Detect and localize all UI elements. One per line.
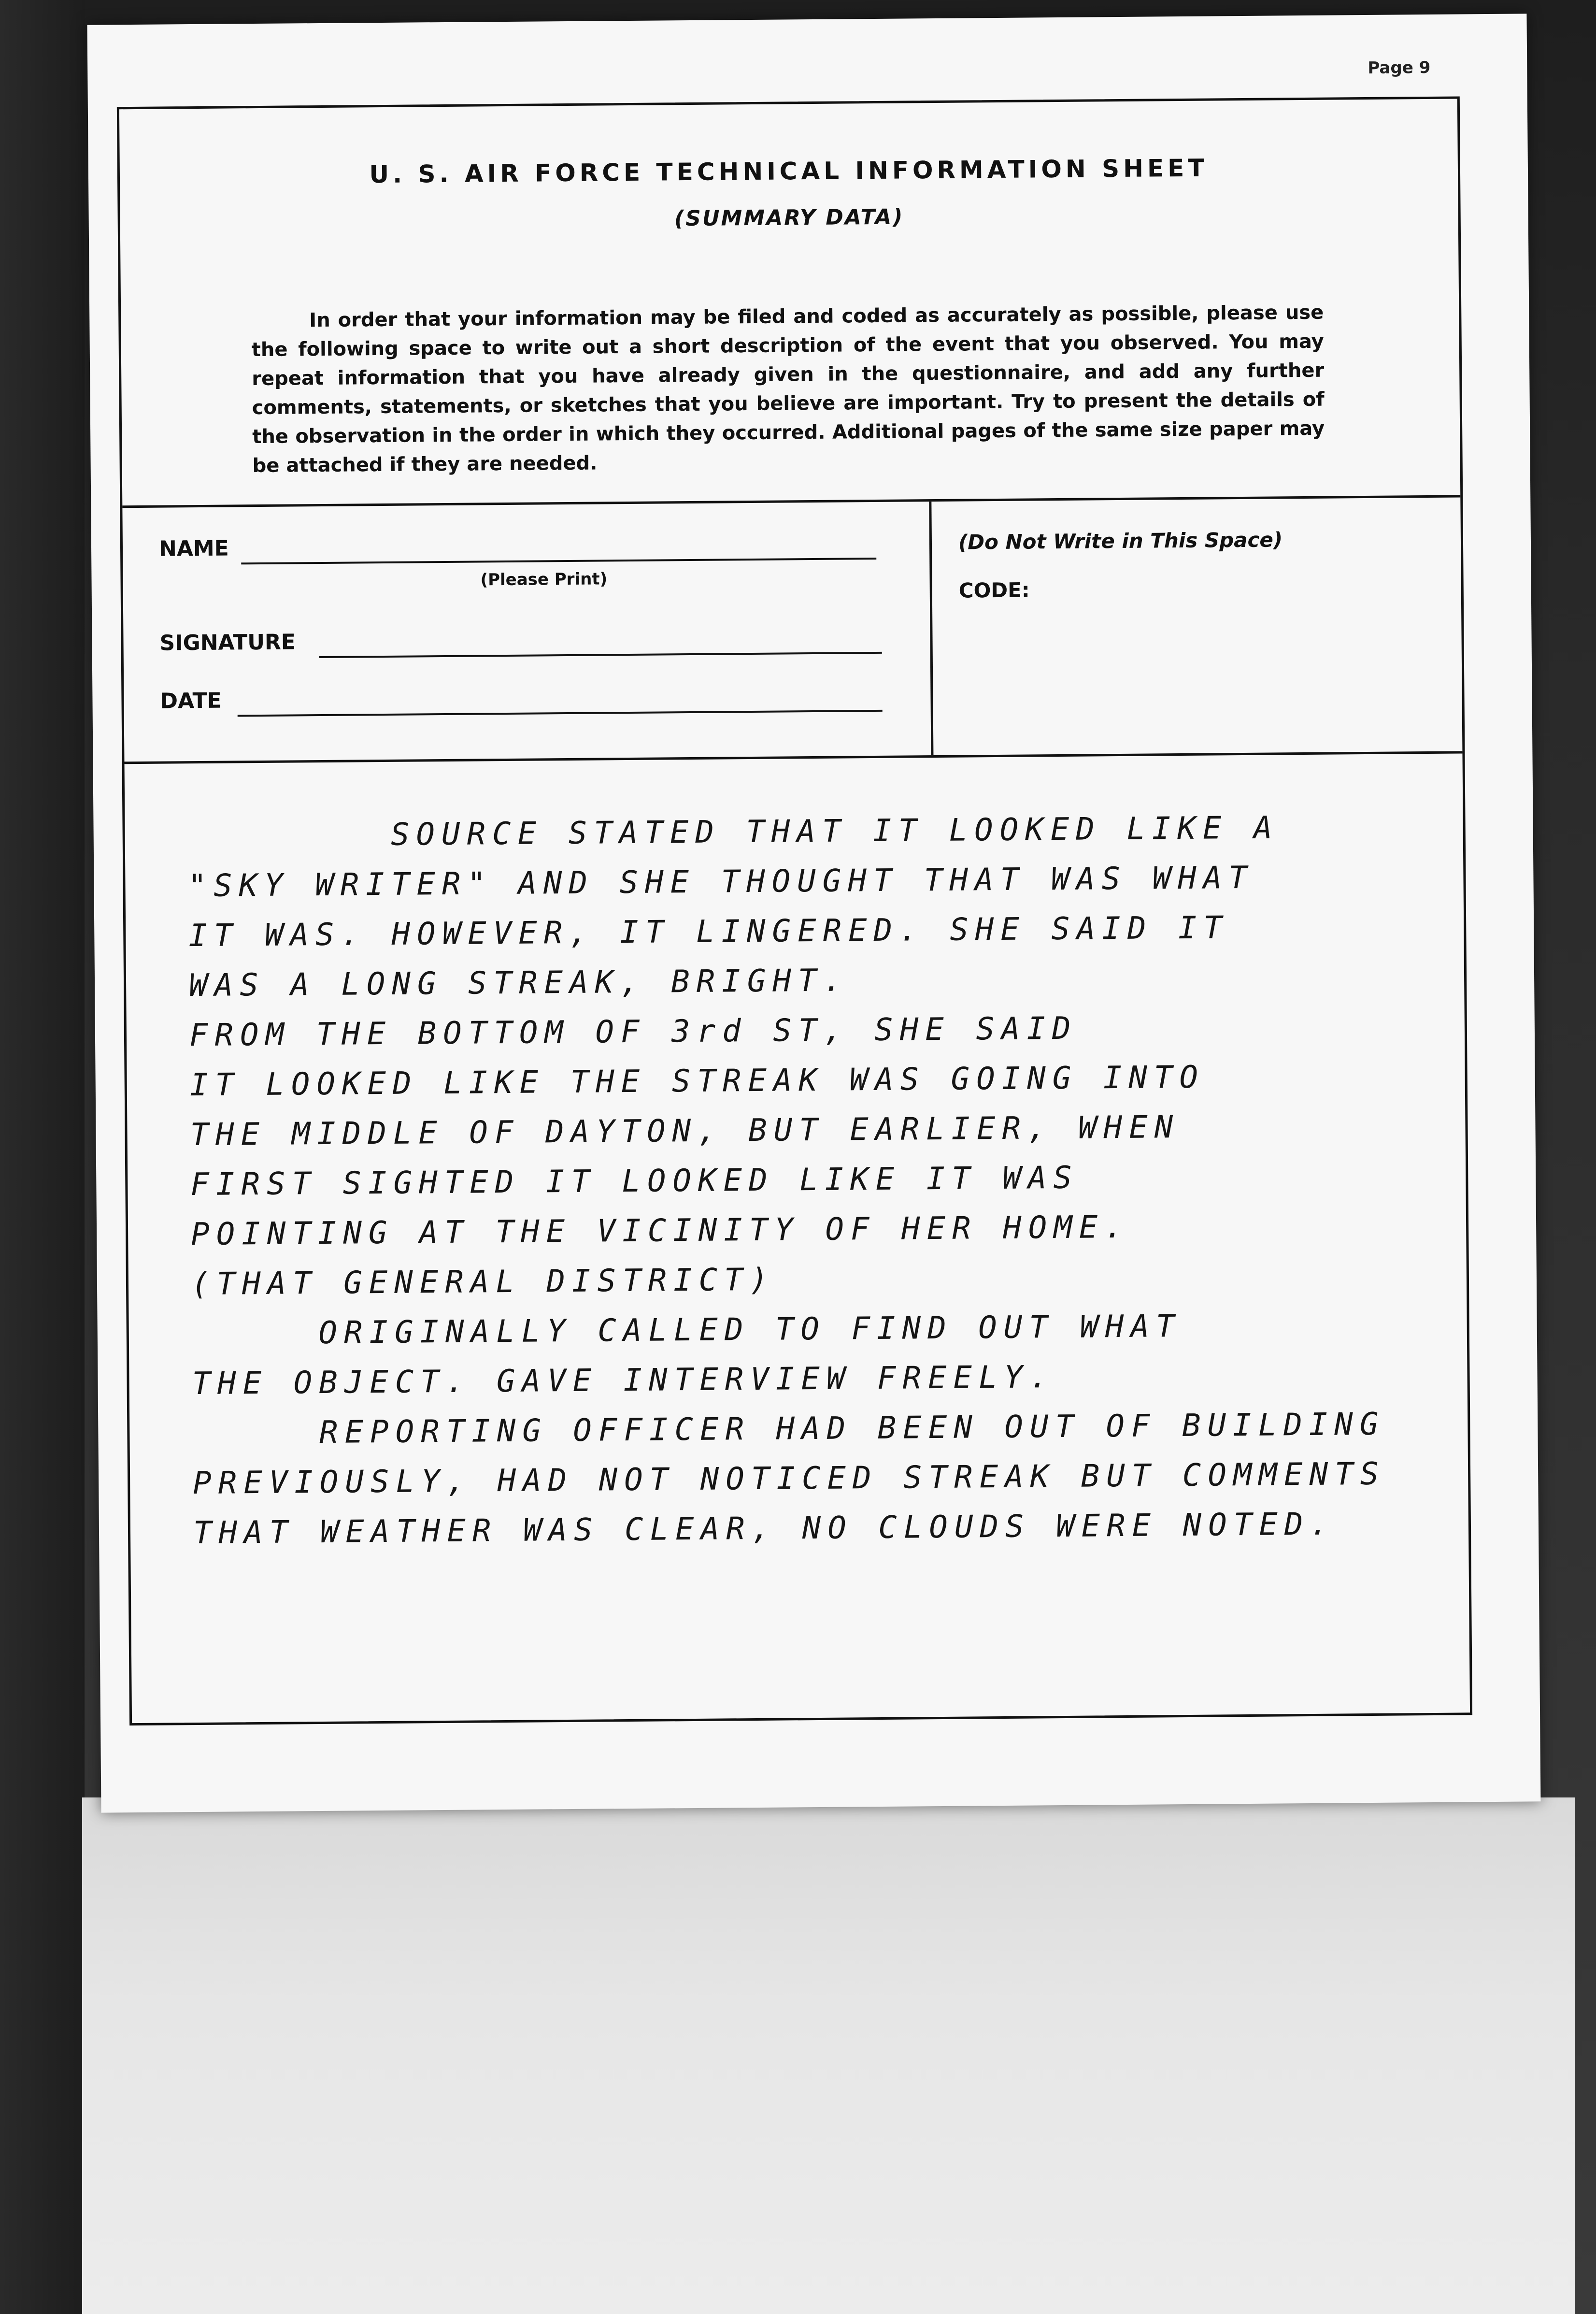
narrative-line: THE OBJECT. GAVE INTERVIEW FREELY. xyxy=(192,1359,1055,1402)
name-input-line[interactable] xyxy=(241,558,876,564)
page-number: Page 9 xyxy=(1368,57,1431,78)
form-title: U. S. AIR FORCE TECHNICAL INFORMATION SHEET xyxy=(369,154,1209,189)
technical-information-sheet xyxy=(117,96,1472,1725)
signature-label: SIGNATURE xyxy=(159,630,296,656)
handwritten-narrative xyxy=(187,802,1439,1558)
form-header-section xyxy=(119,99,1460,508)
signature-input-line[interactable] xyxy=(319,652,882,658)
document-page xyxy=(87,14,1541,1812)
name-label: NAME xyxy=(158,536,229,561)
form-instructions: In order that your information may be filed and coded as accurately as possible, please use the following space to write out a short description of the event that you observed. You may repeat information that you have already given in the questionnaire, and add any further comments, statements, or sketches that you believe are important. Try to present the details of the observation in the order in which they occurred. Additional pages of the same size paper may be attached if they are needed. xyxy=(251,301,1325,477)
narrative-line: SOURCE STATED THAT IT LOOKED LIKE A xyxy=(187,810,1279,855)
narrative-line: "SKY WRITER" AND SHE THOUGHT THAT WAS WHAT xyxy=(188,860,1254,905)
code-label: CODE: xyxy=(958,578,1030,603)
office-use-note: (Do Not Write in This Space) xyxy=(958,528,1283,554)
narrative-line: ORIGINALLY CALLED TO FIND OUT WHAT xyxy=(191,1308,1182,1352)
narrative-line: (THAT GENERAL DISTRICT) xyxy=(191,1262,775,1303)
underlying-sheet xyxy=(82,1797,1575,2314)
narrative-line: IT WAS. HOWEVER, IT LINGERED. SHE SAID IT xyxy=(188,910,1229,954)
narrative-line: REPORTING OFFICER HAD BEEN OUT OF BUILDING xyxy=(192,1406,1385,1452)
narrative-line: WAS A LONG STREAK, BRIGHT. xyxy=(188,963,849,1004)
narrative-line: THE MIDDLE OF DAYTON, BUT EARLIER, WHEN xyxy=(190,1109,1180,1153)
narrative-line: IT LOOKED LIKE THE STREAK WAS GOING INTO xyxy=(189,1059,1205,1104)
narrative-line: PREVIOUSLY, HAD NOT NOTICED STREAK BUT COMMENTS xyxy=(192,1456,1386,1502)
film-edge-strip xyxy=(0,0,85,2314)
identification-fields xyxy=(122,502,933,762)
narrative-line: POINTING AT THE VICINITY OF HER HOME. xyxy=(190,1209,1130,1253)
date-input-line[interactable] xyxy=(238,710,883,717)
narrative-line: FROM THE BOTTOM OF 3rd ST, SHE SAID xyxy=(189,1010,1078,1054)
narrative-line: FIRST SIGHTED IT LOOKED LIKE IT WAS xyxy=(190,1160,1079,1203)
form-subtitle: (SUMMARY DATA) xyxy=(674,204,904,231)
identification-section xyxy=(122,497,1462,764)
date-label: DATE xyxy=(160,688,222,714)
narrative-line: THAT WEATHER WAS CLEAR, NO CLOUDS WERE NOTED. xyxy=(193,1506,1336,1552)
please-print-note: (Please Print) xyxy=(480,569,608,590)
